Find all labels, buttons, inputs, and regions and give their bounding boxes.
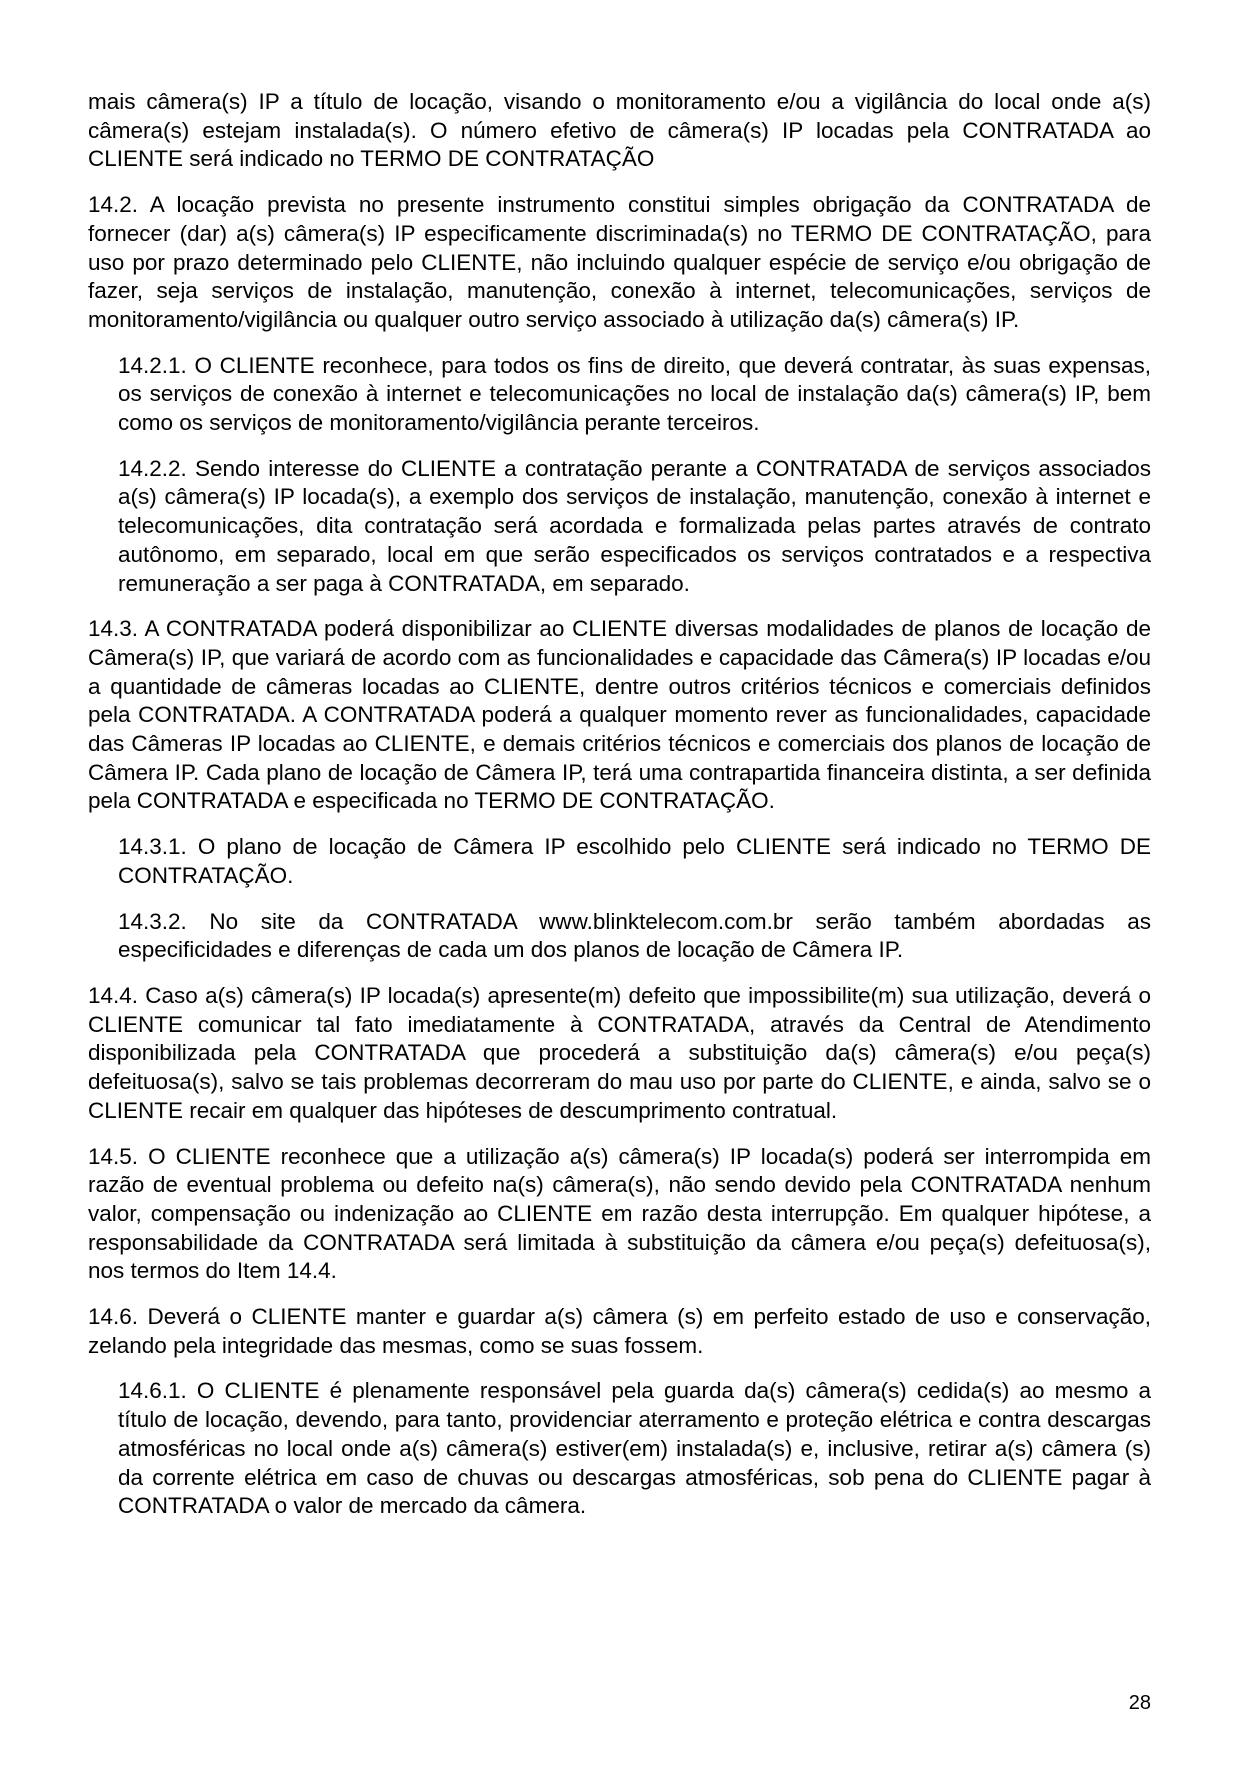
page-number: 28 bbox=[1128, 1692, 1151, 1714]
clause-14-3: 14.3. A CONTRATADA poderá disponibilizar ao CLIENTE diversas modalidades de planos de locação de Câmera(s) IP, que variará de acordo com as funcionalidades e capacidade das Câmera(s) IP locadas e/ou a quantidade de câmeras locadas ao CLIENTE, dentre outros critérios técnicos e comerciais definidos pela CONTRATADA. A CONTRATADA poderá a qualquer momento rever as funcionalidades, capacidade das Câmeras IP locadas ao CLIENTE, e demais critérios técnicos e comerciais dos planos de locação de Câmera IP. Cada plano de locação de Câmera IP, terá uma contrapartida financeira distinta, a ser definida pela CONTRATADA e especificada no TERMO DE CONTRATAÇÃO. bbox=[88, 616, 1151, 814]
clause-14-5: 14.5. O CLIENTE reconhece que a utilização a(s) câmera(s) IP locada(s) poderá ser interrompida em razão de eventual problema ou defeito na(s) câmera(s), não sendo devido pela CONTRATADA nenhum valor, compensação ou indenização ao CLIENTE em razão desta interrupção. Em qualquer hipótese, a responsabilidade da CONTRATADA será limitada à substituição da câmera e/ou peça(s) defeituosa(s), nos termos do Item 14.4. bbox=[88, 1143, 1151, 1284]
clause-14-4: 14.4. Caso a(s) câmera(s) IP locada(s) apresente(m) defeito que impossibilite(m) sua utilização, deverá o CLIENTE comunicar tal fato imediatamente à CONTRATADA, através da Central de Atendimento disponibilizada pela CONTRATADA que procederá a substituição da(s) câmera(s) e/ou peça(s) defeituosa(s), salvo se tais problemas decorreram do mau uso por parte do CLIENTE, e ainda, salvo se o CLIENTE recair em qualquer das hipóteses de descumprimento contratual. bbox=[88, 982, 1151, 1123]
paragraph-intro: mais câmera(s) IP a título de locação, visando o monitoramento e/ou a vigilância do local onde a(s) câmera(s) estejam instalada(s). O número efetivo de câmera(s) IP locadas pela CONTRATADA ao CLIENTE será indicado no TERMO DE CONTRATAÇÃO bbox=[88, 89, 1151, 172]
clause-14-6: 14.6. Deverá o CLIENTE manter e guardar a(s) câmera (s) em perfeito estado de uso e conservação, zelando pela integridade das mesmas, como se suas fossem. bbox=[88, 1304, 1151, 1358]
clause-14-2-2: 14.2.2. Sendo interesse do CLIENTE a contratação perante a CONTRATADA de serviços associados a(s) câmera(s) IP locada(s), a exemplo dos serviços de instalação, manutenção, conexão à internet e telecomunicações, dita contratação será acordada e formalizada pelas partes através de contrato autônomo, em separado, local em que serão especificados os serviços contratados e a respectiva remuneração a ser paga à CONTRATADA, em separado. bbox=[118, 455, 1151, 596]
clause-14-2-1: 14.2.1. O CLIENTE reconhece, para todos os fins de direito, que deverá contratar, às suas expensas, os serviços de conexão à internet e telecomunicações no local de instalação da(s) câmera(s) IP, bem como os serviços de monitoramento/vigilância perante terceiros. bbox=[118, 352, 1151, 436]
clause-14-2: 14.2. A locação prevista no presente instrumento constitui simples obrigação da CONTRATADA de fornecer (dar) a(s) câmera(s) IP especificamente discriminada(s) no TERMO DE CONTRATAÇÃO, para uso por prazo determinado pelo CLIENTE, não incluindo qualquer espécie de serviço e/ou obrigação de fazer, seja serviços de instalação, manutenção, conexão à internet, telecomunicações, serviços de monitoramento/vigilância ou qualquer outro serviço associado à utilização da(s) câmera(s) IP. bbox=[88, 192, 1151, 332]
clause-14-6-1: 14.6.1. O CLIENTE é plenamente responsável pela guarda da(s) câmera(s) cedida(s) ao mesmo a título de locação, devendo, para tanto, providenciar aterramento e proteção elétrica e contra descargas atmosféricas no local onde a(s) câmera(s) estiver(em) instalada(s) e, inclusive, retirar a(s) câmera (s) da corrente elétrica em caso de chuvas ou descargas atmosféricas, sob pena do CLIENTE pagar à CONTRATADA o valor de mercado da câmera. bbox=[118, 1378, 1151, 1519]
clause-14-3-2: 14.3.2. No site da CONTRATADA www.blinktelecom.com.br serão também abordadas as especificidades e diferenças de cada um dos planos de locação de Câmera IP. bbox=[118, 908, 1151, 963]
clause-14-3-1: 14.3.1. O plano de locação de Câmera IP escolhido pelo CLIENTE será indicado no TERMO DE CONTRATAÇÃO. bbox=[118, 834, 1151, 888]
document-body bbox=[88, 88, 1151, 1538]
